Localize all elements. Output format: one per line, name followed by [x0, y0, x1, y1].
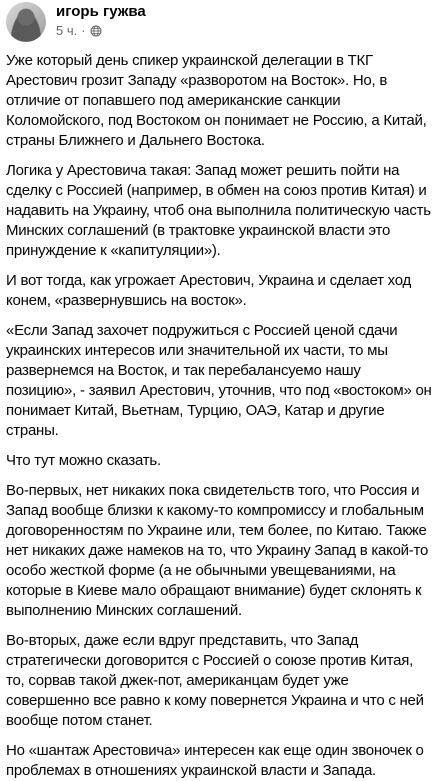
- post-paragraph-6: Во-первых, нет никаких пока свидетельств того, что Россия и Запад вообще близки к какому-то компромиссу и глобальным договоренностям по Украине или, тем более, по Китаю. Также нет никаких даже намеков на то, что Украину Запад в какой-то особо жесткой форме (а не обычными увещеваниями, на которые в Киеве мало обращают внимание) будет склонять к выполнению Минских соглашений.: [6, 482, 429, 619]
- post-paragraph-5: Что тут можно сказать.: [6, 452, 161, 469]
- post-paragraph-4: «Если Запад захочет подружиться с Россией ценой сдачи украинских интересов или значительной их части, то мы развернемся на Восток, и так перебалансуемо нашу позицию», - заявил Арестович, уточнив, что под «востоком» он понимает Китай, Вьетнам, Турцию, ОАЭ, Катар и другие страны.: [6, 322, 432, 439]
- globe-icon[interactable]: [90, 25, 102, 37]
- post-body: [6, 51, 442, 781]
- post-paragraph-2: Логика у Арестовича такая: Запад может решить пойти на сделку с Россией (например, в обмен на союз против Китая) и надавить на Украину, чтоб она выполнила политическую часть Минских соглашений (в трактовке украинской власти это принуждение к «капитуляции»).: [6, 162, 431, 259]
- post-meta: [56, 23, 146, 39]
- author-name[interactable]: игорь гужва: [56, 3, 146, 20]
- post-paragraph-8: Но «шантаж Арестовича» интересен как еще один звоночек о проблемах в отношениях украинской власти и Запада.: [6, 742, 424, 779]
- post-paragraph-3: И вот тогда, как угрожает Арестович, Украина и сделает ход конем, «развернувшись на восток».: [6, 272, 412, 309]
- post-timestamp[interactable]: 5 ч.: [56, 23, 78, 38]
- author-block: [56, 2, 146, 39]
- post-paragraph-7: Во-вторых, даже если вдруг представить, что Запад стратегически договорится с Россией о союзе против Китая, то, сорвав такой джек-пот, американцам будет уже совершенно все равно к кому повернется Украина и что с ней вообще потом станет.: [6, 632, 424, 729]
- post-paragraph-1: Уже который день спикер украинской делегации в ТКГ Арестович грозит Западу «разворотом на Восток». Но, в отличие от попавшего под американские санкции Коломойского, под Востоком он понимает не Россию, а Китай, страны Ближнего и Дальнего Востока.: [6, 52, 427, 149]
- post-header: [6, 0, 448, 46]
- author-avatar[interactable]: [6, 2, 46, 42]
- meta-separator: ·: [81, 23, 86, 38]
